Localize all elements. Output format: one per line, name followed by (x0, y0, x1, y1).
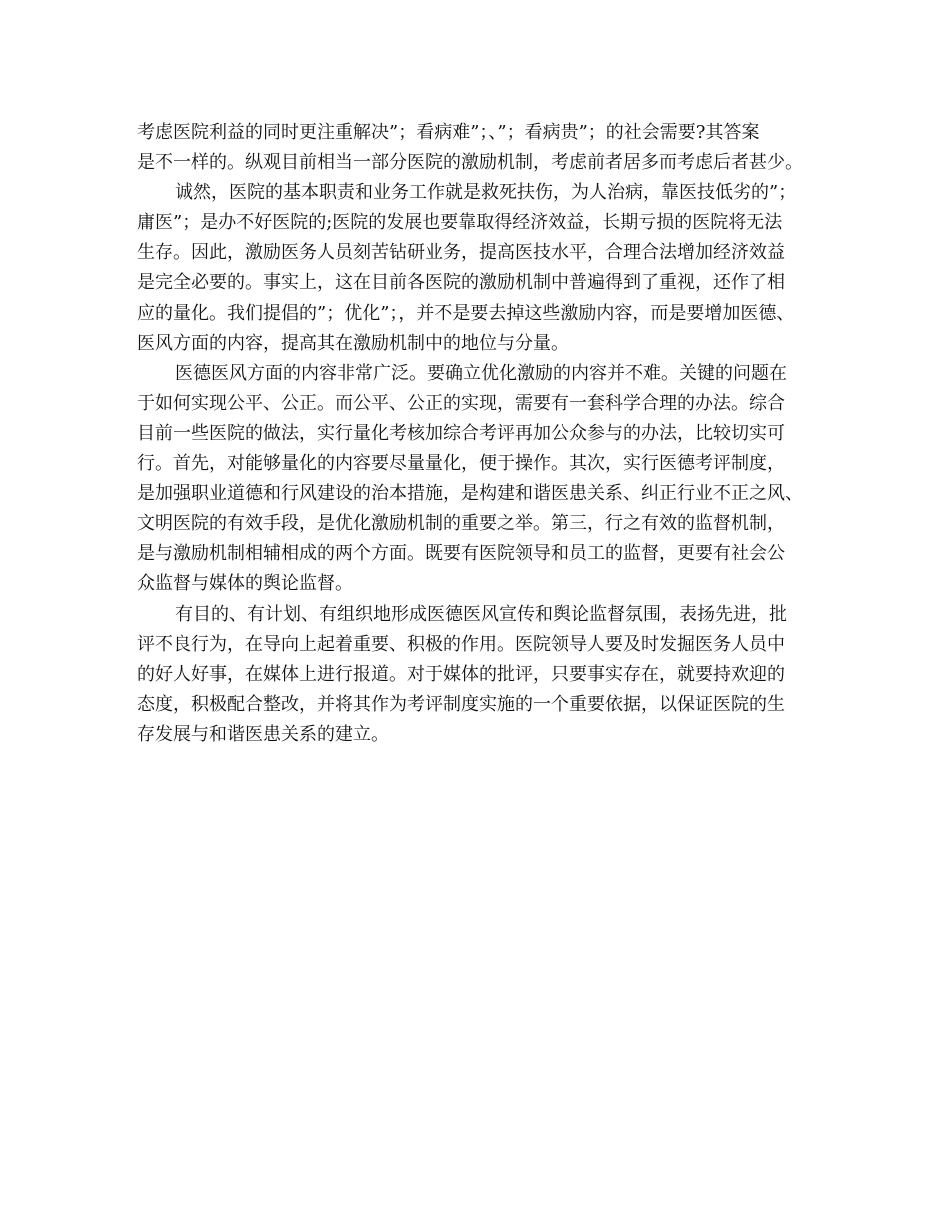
text-line: 态度，积极配合整改，并将其作为考评制度实施的一个重要依据，以保证医院的生 (137, 693, 785, 715)
text-line: 医德医风方面的内容非常广泛。要确立优化激励的内容并不难。关键的问题在 (175, 362, 787, 384)
text-line: 是完全必要的。事实上，这在目前各医院的激励机制中普遍得到了重视，还作了相 (137, 272, 785, 294)
text-line: 应的量化。我们提倡的”；优化”；，并不是要去掉这些激励内容，而是要增加医德、 (137, 302, 795, 324)
paragraph-4 (137, 600, 827, 750)
text-line: 考虑医院利益的同时更注重解决”；看病难”；、”；看病贵”；的社会需要?其答案 (137, 122, 760, 143)
text-line: 庸医”；是办不好医院的;医院的发展也要靠取得经济效益，长期亏损的医院将无法 (137, 212, 783, 234)
text-line: 文明医院的有效手段，是优化激励机制的重要之举。第三，行之有效的监督机制， (137, 513, 785, 535)
text-line: 生存。因此，激励医务人员刻苦钻研业务，提高医技水平，合理合法增加经济效益 (137, 242, 785, 264)
text-line: 的好人好事，在媒体上进行报道。对于媒体的批评，只要事实存在，就要持欢迎的 (137, 663, 785, 685)
text-line: 是加强职业道德和行风建设的治本措施，是构建和谐医患关系、纠正行业不正之风、 (137, 483, 803, 505)
paragraph-2 (137, 178, 827, 359)
text-line: 是不一样的。纵观目前相当一部分医院的激励机制，考虑前者居多而考虑后者甚少。 (137, 152, 803, 174)
text-line: 医风方面的内容，提高其在激励机制中的地位与分量。 (137, 332, 569, 354)
text-line: 是与激励机制相辅相成的两个方面。既要有医院领导和员工的监督，更要有社会公 (137, 543, 785, 565)
text-line: 于如何实现公平、公正。而公平、公正的实现，需要有一套科学合理的办法。综合 (137, 392, 785, 414)
paragraph-3 (137, 359, 827, 600)
document-body (137, 118, 827, 750)
text-line: 评不良行为，在导向上起着重要、积极的作用。医院领导人要及时发掘医务人员中 (137, 633, 785, 655)
text-line: 众监督与媒体的舆论监督。 (137, 573, 353, 595)
text-line: 目前一些医院的做法，实行量化考核加综合考评再加公众参与的办法，比较切实可 (137, 422, 785, 444)
text-line: 诚然，医院的基本职责和业务工作就是救死扶伤，为人治病，靠医技低劣的”； (175, 182, 797, 204)
text-line: 行。首先，对能够量化的内容要尽量量化，便于操作。其次，实行医德考评制度， (137, 453, 785, 475)
paragraph-1 (137, 118, 827, 178)
text-line: 存发展与和谐医患关系的建立。 (137, 723, 389, 745)
text-line: 有目的、有计划、有组织地形成医德医风宣传和舆论监督氛围，表扬先进，批 (175, 603, 787, 625)
